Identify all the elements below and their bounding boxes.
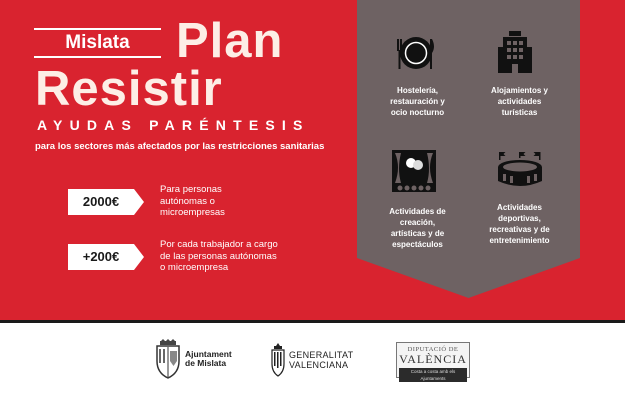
theater-stage-icon [392, 150, 436, 192]
title-resistir: Resistir [35, 62, 223, 116]
hotel-building-icon [498, 31, 532, 73]
amount-badge-base: 2000€ [68, 189, 134, 215]
mislata-crest-icon [155, 339, 181, 379]
logo-generalitat-valenciana: GENERALITAT VALENCIANA [271, 343, 353, 377]
logo-diputacio-valencia: DIPUTACIÓ DE VALÈNCIA Costa a costa amb els Ajuntaments [396, 342, 470, 378]
sector-hospitality: Hostelería, restauración y ocio nocturno [390, 86, 445, 117]
gva-shield-icon [271, 343, 285, 377]
title-plan: Plan [176, 14, 284, 68]
subtitle: para los sectores más afectados por las restricciones sanitarias [35, 141, 325, 152]
amount-description-per-worker: Por cada trabajador a cargo de las personas autónomas o microempresa [160, 239, 278, 273]
tagline: AYUDAS PARÉNTESIS [37, 117, 310, 133]
sectors-panel [357, 0, 580, 300]
sector-tourism: Alojamientos y actividades turísticas [491, 86, 548, 117]
amount-badge-per-worker: +200€ [68, 244, 134, 270]
panel-background [357, 0, 580, 300]
sector-arts: Actividades de creación, artísticas y de espectáculos [389, 207, 446, 249]
stadium-icon [497, 152, 543, 190]
amount-description-base: Para personas autónomas o microempresas [160, 184, 225, 218]
sector-sports: Actividades deportivas, recreativas y de entretenimiento [489, 203, 550, 245]
town-label: Mislata [34, 28, 161, 58]
restaurant-plate-icon [395, 33, 437, 73]
logo-ajuntament-mislata: Ajuntament de Mislata [155, 339, 232, 379]
